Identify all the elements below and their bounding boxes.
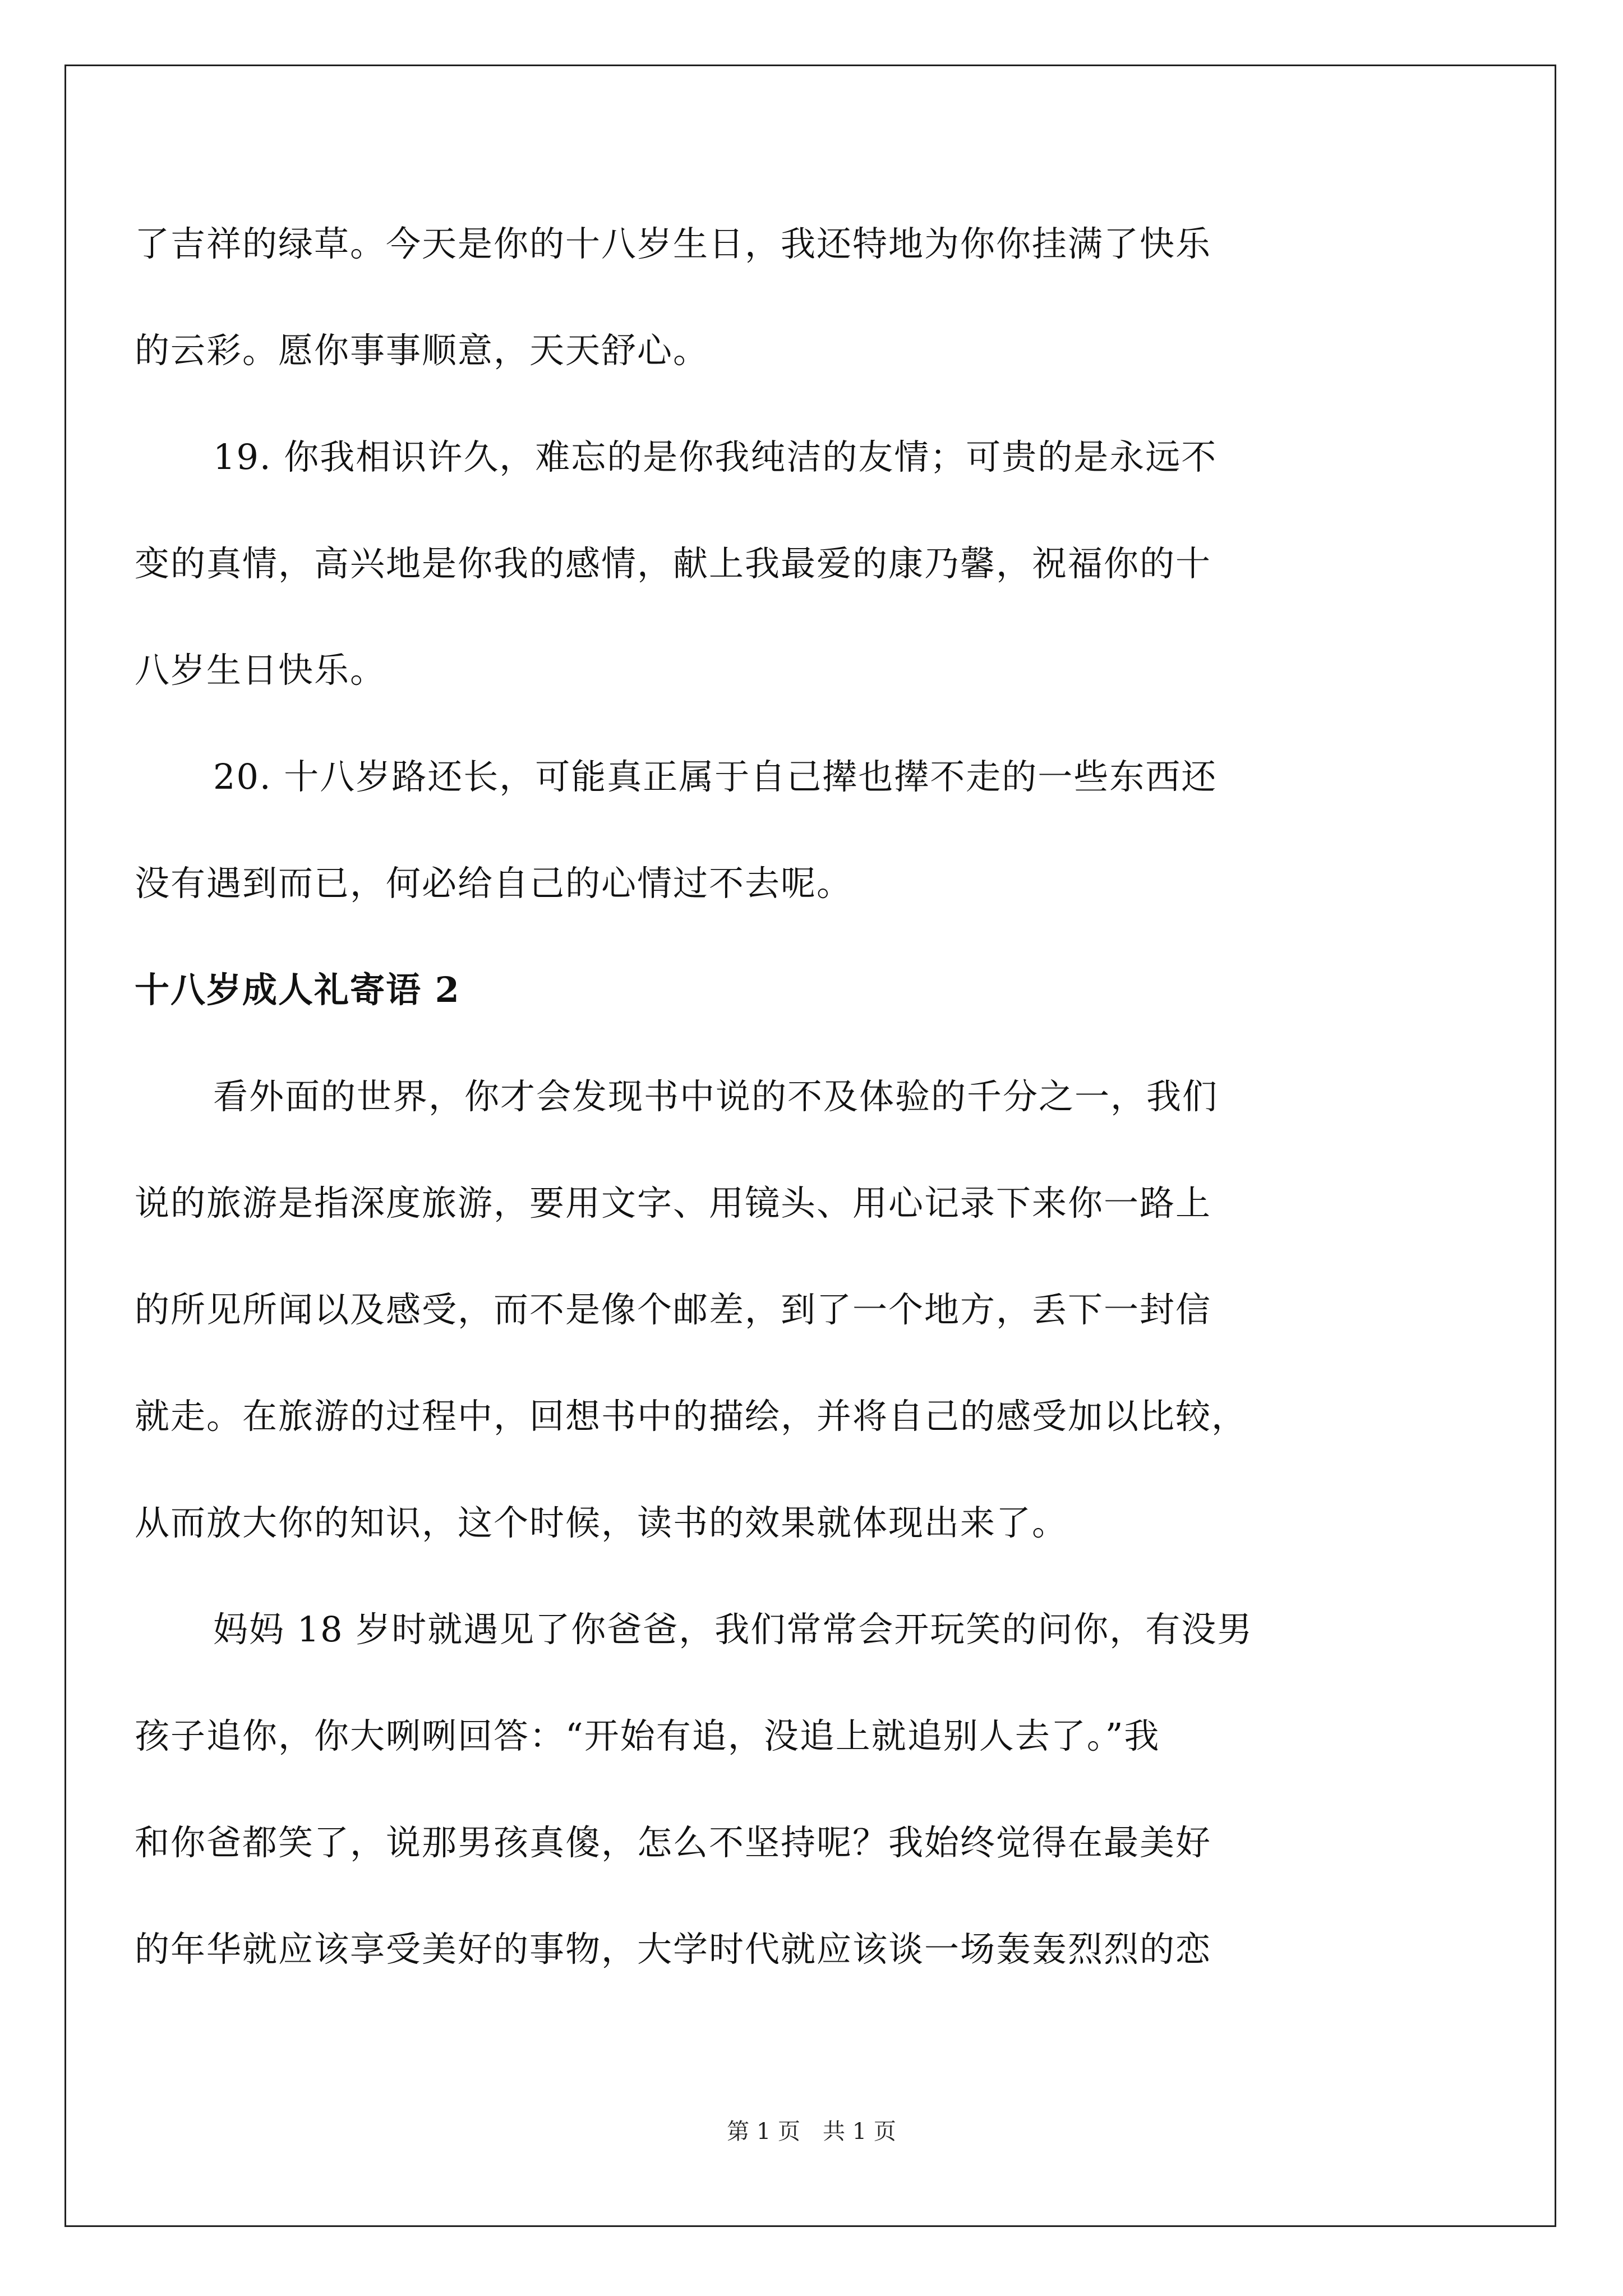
- text-line: 看外面的世界，你才会发现书中说的不及体验的千分之一，我们: [213, 1076, 1219, 1117]
- text-line: 八岁生日快乐。: [135, 650, 386, 691]
- text-line: 从而放大你的知识，这个时候，读书的效果就体现出来了。: [135, 1502, 1068, 1543]
- text-line: 20. 十八岁路还长，可能真正属于自己撵也撵不走的一些东西还: [213, 756, 1218, 797]
- text-line: 了吉祥的绿草。今天是你的十八岁生日，我还特地为你你挂满了快乐: [135, 223, 1212, 264]
- section-heading: 十八岁成人礼寄语 2: [135, 969, 460, 1010]
- text-line: 妈妈 18 岁时就遇见了你爸爸，我们常常会开玩笑的问你，有没男: [213, 1609, 1253, 1650]
- text-line: 孩子追你，你大咧咧回答：“开始有追，没追上就追别人去了。”我: [135, 1715, 1160, 1756]
- text-line: 的云彩。愿你事事顺意，天天舒心。: [135, 330, 709, 371]
- text-line: 的年华就应该享受美好的事物，大学时代就应该谈一场轰轰烈烈的恋: [135, 1929, 1212, 1970]
- text-line: 就走。在旅游的过程中，回想书中的描绘，并将自己的感受加以比较，: [135, 1396, 1248, 1437]
- text-line: 没有遇到而已，何必给自己的心情过不去呢。: [135, 863, 853, 904]
- text-line: 和你爸都笑了，说那男孩真傻，怎么不坚持呢？我始终觉得在最美好: [135, 1822, 1212, 1863]
- page-footer: 第 1 页 共 1 页: [727, 2119, 896, 2145]
- text-line: 的所见所闻以及感受，而不是像个邮差，到了一个地方，丢下一封信: [135, 1289, 1212, 1330]
- text-line: 19. 你我相识许久，难忘的是你我纯洁的友情；可贵的是永远不: [213, 436, 1218, 477]
- text-line: 变的真情，高兴地是你我的感情，献上我最爱的康乃馨，祝福你的十: [135, 543, 1212, 584]
- document-body: [135, 191, 1436, 2003]
- text-line: 说的旅游是指深度旅游，要用文字、用镜头、用心记录下来你一路上: [135, 1182, 1212, 1223]
